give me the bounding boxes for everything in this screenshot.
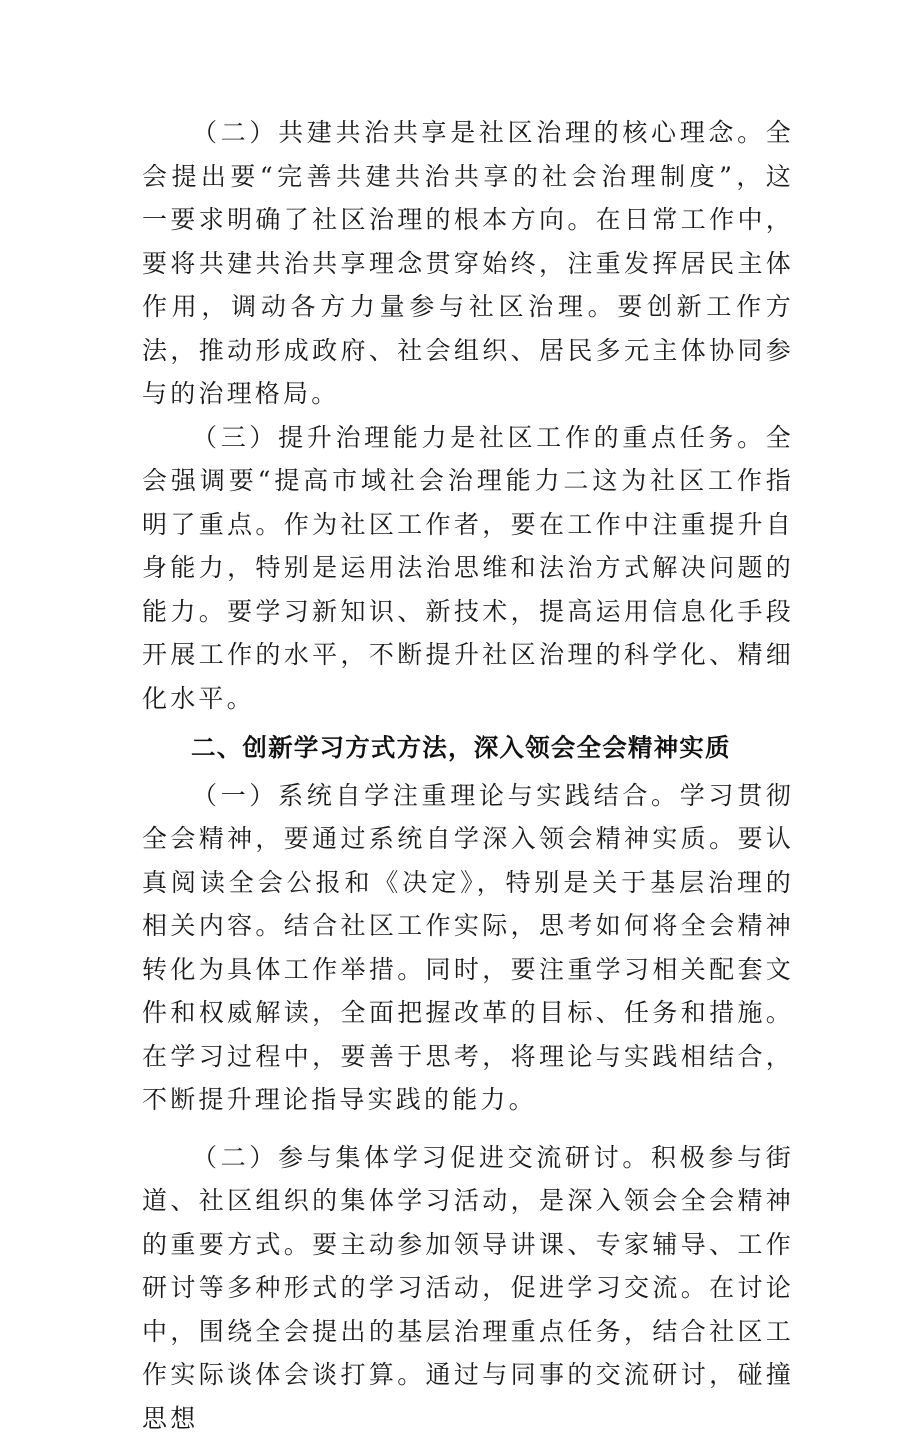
paragraph-self-study: （一）系统自学注重理论与实践结合。学习贯彻全会精神，要通过系统自学深入领会精神实质。要认真阅读全会公报和《决定》，特别是关于基层治理的相关内容。结合社区工作实际，思考如何将全会精神转化为具体工作举措。同时，要注重学习相关配套文件和权威解读，全面把握改革的目标、任务和措施。在学习过程中，要善于思考，将理论与实践相结合，不断提升理论指导实践的能力。	[142, 774, 794, 1122]
document-body	[142, 111, 794, 1440]
section-heading: 二、创新学习方式方法，深入领会全会精神实质	[142, 726, 794, 770]
paragraph-co-governance: （二）共建共治共享是社区治理的核心理念。全会提出要“完善共建共治共享的社会治理制度”，这一要求明确了社区治理的根本方向。在日常工作中，要将共建共治共享理念贯穿始终，注重发挥居民主体作用，调动各方力量参与社区治理。要创新工作方法，推动形成政府、社会组织、居民多元主体协同参与的治理格局。	[142, 111, 794, 416]
paragraph-governance-capacity: （三）提升治理能力是社区工作的重点任务。全会强调要“提高市域社会治理能力二这为社区工作指明了重点。作为社区工作者，要在工作中注重提升自身能力，特别是运用法治思维和法治方式解决问题的能力。要学习新知识、新技术，提高运用信息化手段开展工作的水平，不断提升社区治理的科学化、精细化水平。	[142, 416, 794, 721]
paragraph-group-study: （二）参与集体学习促进交流研讨。积极参与街道、社区组织的集体学习活动，是深入领会全会精神的重要方式。要主动参加领导讲课、专家辅导、工作研讨等多种形式的学习活动，促进学习交流。在讨论中，围绕全会提出的基层治理重点任务，结合社区工作实际谈体会谈打算。通过与同事的交流研讨，碰撞思想	[142, 1136, 794, 1440]
